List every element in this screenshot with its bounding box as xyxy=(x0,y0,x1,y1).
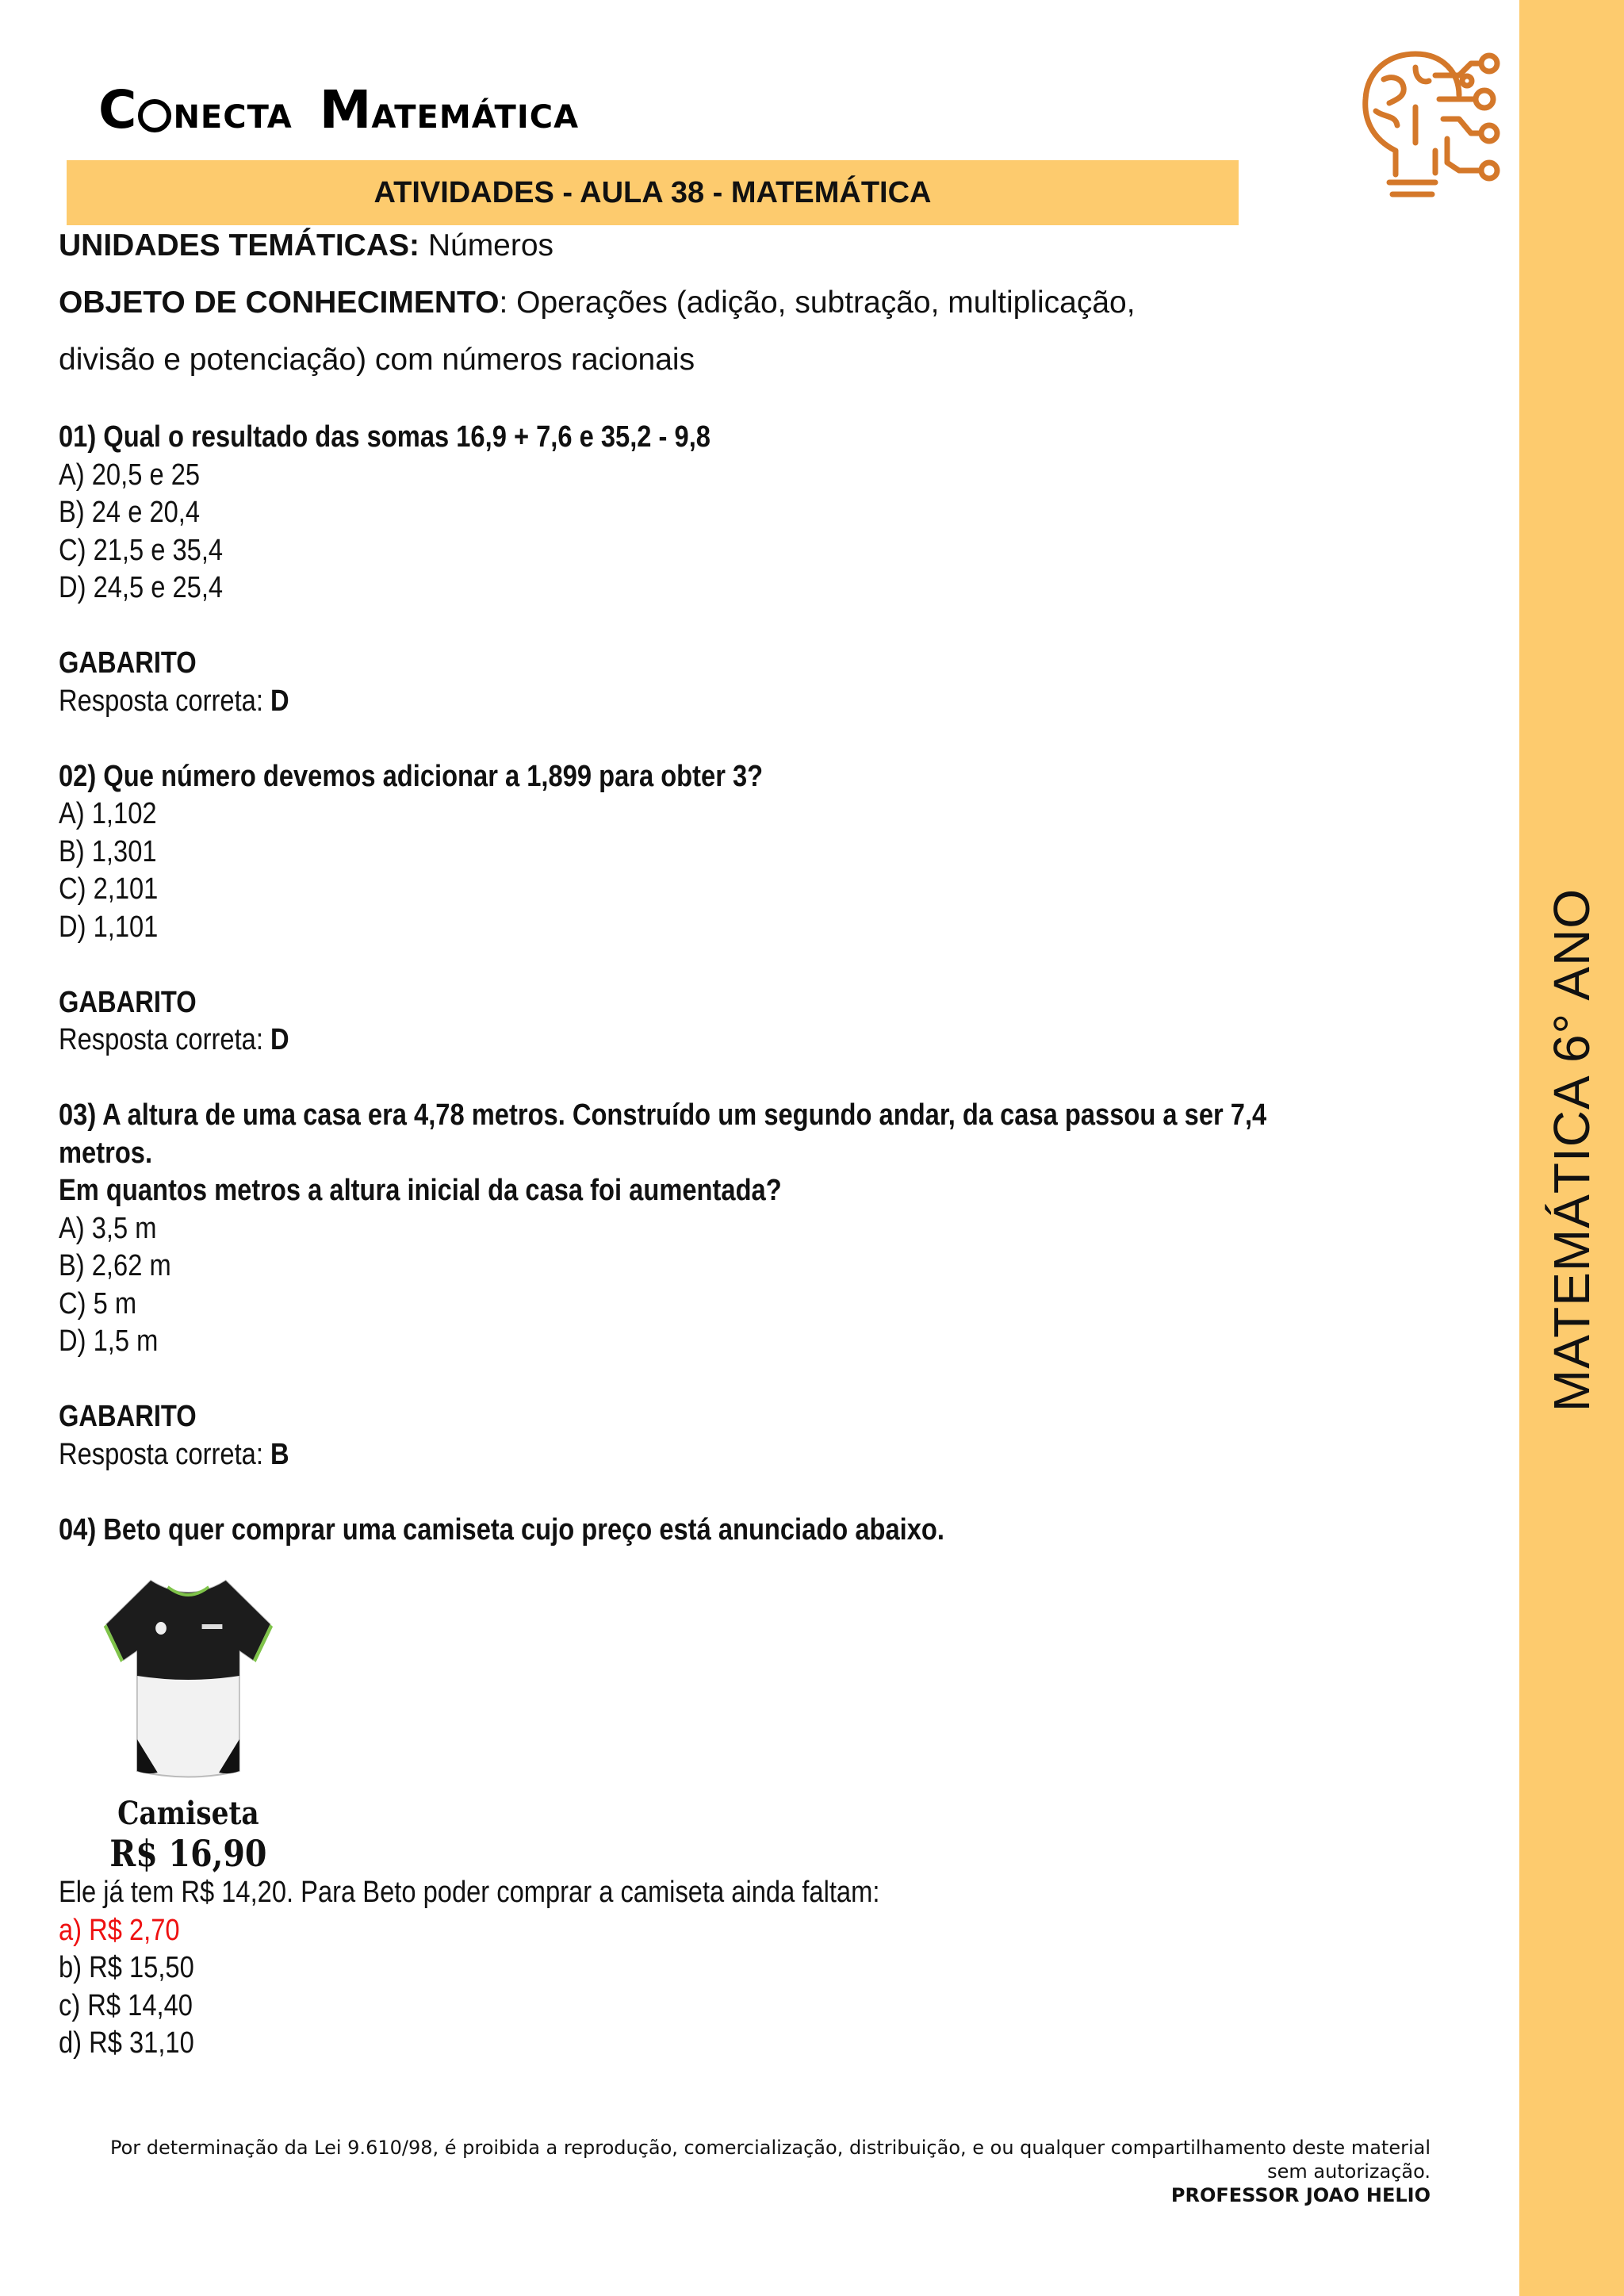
q4-option-a: a) R$ 2,70 xyxy=(59,1913,180,1947)
q2-gabarito-label: GABARITO xyxy=(59,985,197,1019)
logo-text-atematica: ATEMÁTICA xyxy=(371,99,580,136)
logo-o-icon xyxy=(138,99,171,132)
q3-option-c: C) 5 m xyxy=(59,1286,137,1320)
q1-gabarito-label: GABARITO xyxy=(59,646,197,680)
tshirt-price: R$ 16,90 xyxy=(109,1832,267,1875)
q2-option-c: C) 2,101 xyxy=(59,872,159,906)
q3-answer-letter: B xyxy=(270,1437,289,1471)
footer-author: PROFESSOR JOAO HELIO xyxy=(1170,2184,1431,2206)
q2-option-b: B) 1,301 xyxy=(59,834,157,868)
question-2: 02) Que número devemos adicionar a 1,899 para obter 3? xyxy=(59,759,764,793)
objeto-conhecimento-line2 xyxy=(59,343,695,378)
q4-option-c: c) R$ 14,40 xyxy=(59,1988,193,2022)
tshirt-ad-image xyxy=(86,1557,290,1874)
question-3-line1: 03) A altura de uma casa era 4,78 metros. Construído um segundo andar, da casa passou a ser 7,4 metros. xyxy=(59,1098,1267,1170)
q3-answer xyxy=(59,1436,1307,1474)
q1-answer-letter: D xyxy=(270,684,289,718)
q2-option-d: D) 1,101 xyxy=(59,910,159,944)
logo-letter-m: M xyxy=(319,79,372,140)
q1-answer-prefix: Resposta correta: xyxy=(59,684,271,718)
unidades-tematicas xyxy=(59,228,553,263)
q1-option-c: C) 21,5 e 35,4 xyxy=(59,533,224,567)
brain-lightbulb-icon xyxy=(1340,32,1507,198)
unidades-label: UNIDADES TEMÁTICAS: xyxy=(59,228,419,263)
question-4: 04) Beto quer comprar uma camiseta cujo preço está anunciado abaixo. xyxy=(59,1512,944,1547)
q2-answer-prefix: Resposta correta: xyxy=(59,1023,271,1056)
q1-answer xyxy=(59,683,1307,721)
q3-option-d: D) 1,5 m xyxy=(59,1324,159,1358)
sidebar-label: MATEMÁTICA 6° ANO xyxy=(1543,887,1600,1412)
logo xyxy=(98,79,579,140)
q3-option-a: A) 3,5 m xyxy=(59,1211,157,1245)
q2-option-a: A) 1,102 xyxy=(59,797,157,830)
logo-text-onecta: NECTA xyxy=(173,99,293,136)
q3-gabarito-label: GABARITO xyxy=(59,1400,197,1433)
logo-letter-c: C xyxy=(98,79,137,140)
q1-option-d: D) 24,5 e 25,4 xyxy=(59,571,224,604)
q4-option-d: d) R$ 31,10 xyxy=(59,2026,194,2060)
activity-banner xyxy=(67,160,1239,225)
objeto-value-line2: divisão e potenciação) com números racionais xyxy=(59,343,695,377)
tshirt-label: Camiseta xyxy=(117,1795,259,1832)
objeto-conhecimento xyxy=(59,286,1136,320)
q4-statement: Ele já tem R$ 14,20. Para Beto poder comprar a camiseta ainda faltam: xyxy=(59,1876,880,1909)
q2-answer-letter: D xyxy=(270,1023,289,1056)
q4-option-b: b) R$ 15,50 xyxy=(59,1951,194,1984)
footer-copyright xyxy=(110,2136,1431,2207)
objeto-value-line1: : Operações (adição, subtração, multiplicação, xyxy=(499,286,1136,320)
q3-answer-prefix: Resposta correta: xyxy=(59,1437,271,1471)
objeto-label: OBJETO DE CONHECIMENTO xyxy=(59,286,500,320)
q2-answer xyxy=(59,1022,1307,1060)
q1-option-b: B) 24 e 20,4 xyxy=(59,496,201,529)
unidades-value: Números xyxy=(419,228,554,263)
q1-option-a: A) 20,5 e 25 xyxy=(59,458,201,492)
footer-line2: sem autorização. xyxy=(1267,2160,1431,2183)
tshirt-icon xyxy=(86,1557,290,1795)
banner-title: ATIVIDADES - AULA 38 - MATEMÁTICA xyxy=(373,175,932,209)
question-3-line2: Em quantos metros a altura inicial da casa foi aumentada? xyxy=(59,1174,782,1207)
question-1: 01) Qual o resultado das somas 16,9 + 7,6 e 35,2 - 9,8 xyxy=(59,420,710,454)
q3-option-b: B) 2,62 m xyxy=(59,1249,171,1282)
footer-line1: Por determinação da Lei 9.610/98, é proibida a reprodução, comercialização, distribuição, e ou qualquer compartilhamento deste material xyxy=(109,2137,1431,2159)
questions-list xyxy=(59,419,1307,2063)
